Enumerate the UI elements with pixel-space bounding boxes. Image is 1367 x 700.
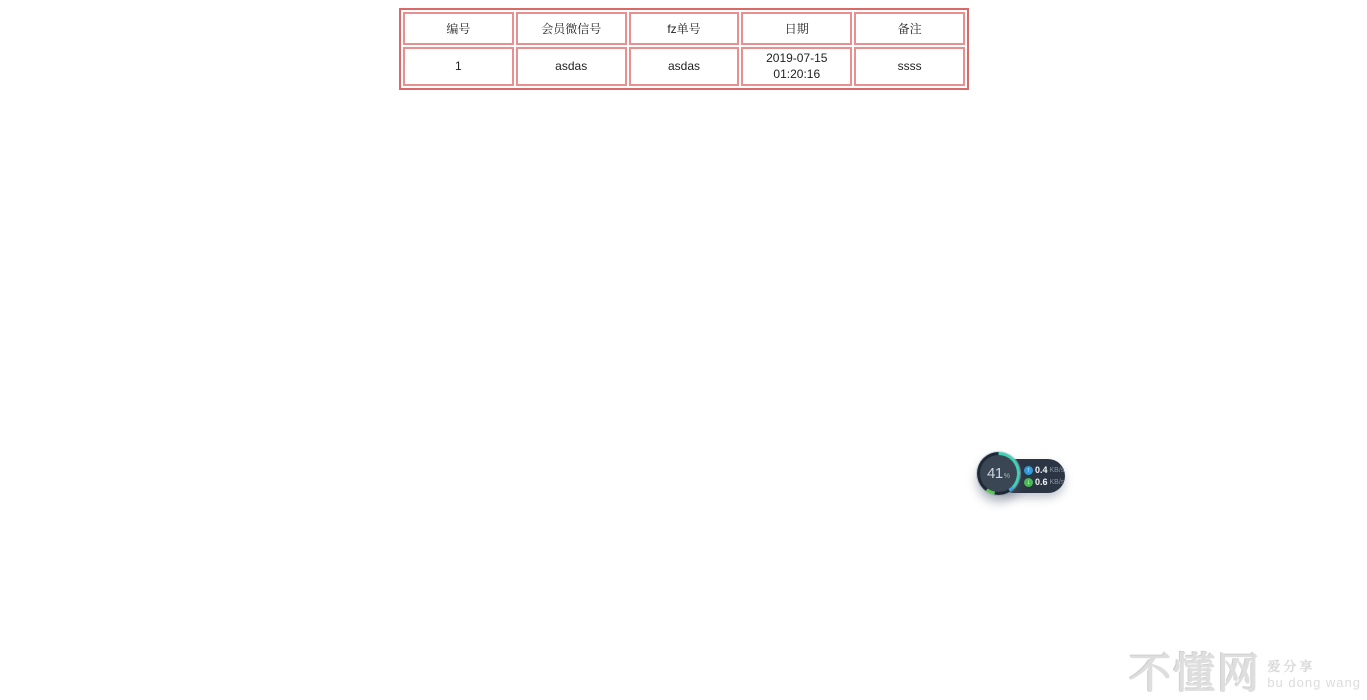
watermark-pinyin: bu dong wang [1267,674,1361,690]
usage-gauge[interactable] [977,452,1020,495]
usage-percent-value: 41 [987,465,1003,482]
records-table [399,8,969,90]
cell-number: 1 [403,47,514,86]
usage-gauge-face [980,455,1017,492]
watermark-tagline: 爱分享 [1267,658,1316,674]
download-speed-unit: KB/s [1049,478,1065,486]
column-header-remark: 备注 [854,12,965,45]
cell-date: 2019-07-15 01:20:16 [741,47,852,86]
download-arrow-icon: ↓ [1024,478,1033,487]
column-header-number: 编号 [403,12,514,45]
watermark-site-name: 不懂网 [1129,650,1262,698]
download-speed-value: 0.6 [1035,476,1048,487]
watermark-side-text [1267,659,1361,695]
network-speed-widget[interactable] [977,452,1069,502]
cell-fz-order: asdas [629,47,740,86]
upload-speed-row [1024,466,1065,475]
upload-speed-unit: KB/s [1049,466,1065,474]
upload-speed-value: 0.4 [1035,464,1048,475]
column-header-fz-order: fz单号 [629,12,740,45]
upload-arrow-icon: ↑ [1024,466,1033,475]
watermark [1129,650,1361,698]
cell-remark: ssss [854,47,965,86]
table-row [403,47,965,86]
download-speed-row [1024,478,1065,487]
column-header-wechat-id: 会员微信号 [516,12,627,45]
column-header-date: 日期 [741,12,852,45]
usage-percent-symbol: % [1003,473,1010,480]
table-header-row [403,12,965,45]
cell-wechat-id: asdas [516,47,627,86]
